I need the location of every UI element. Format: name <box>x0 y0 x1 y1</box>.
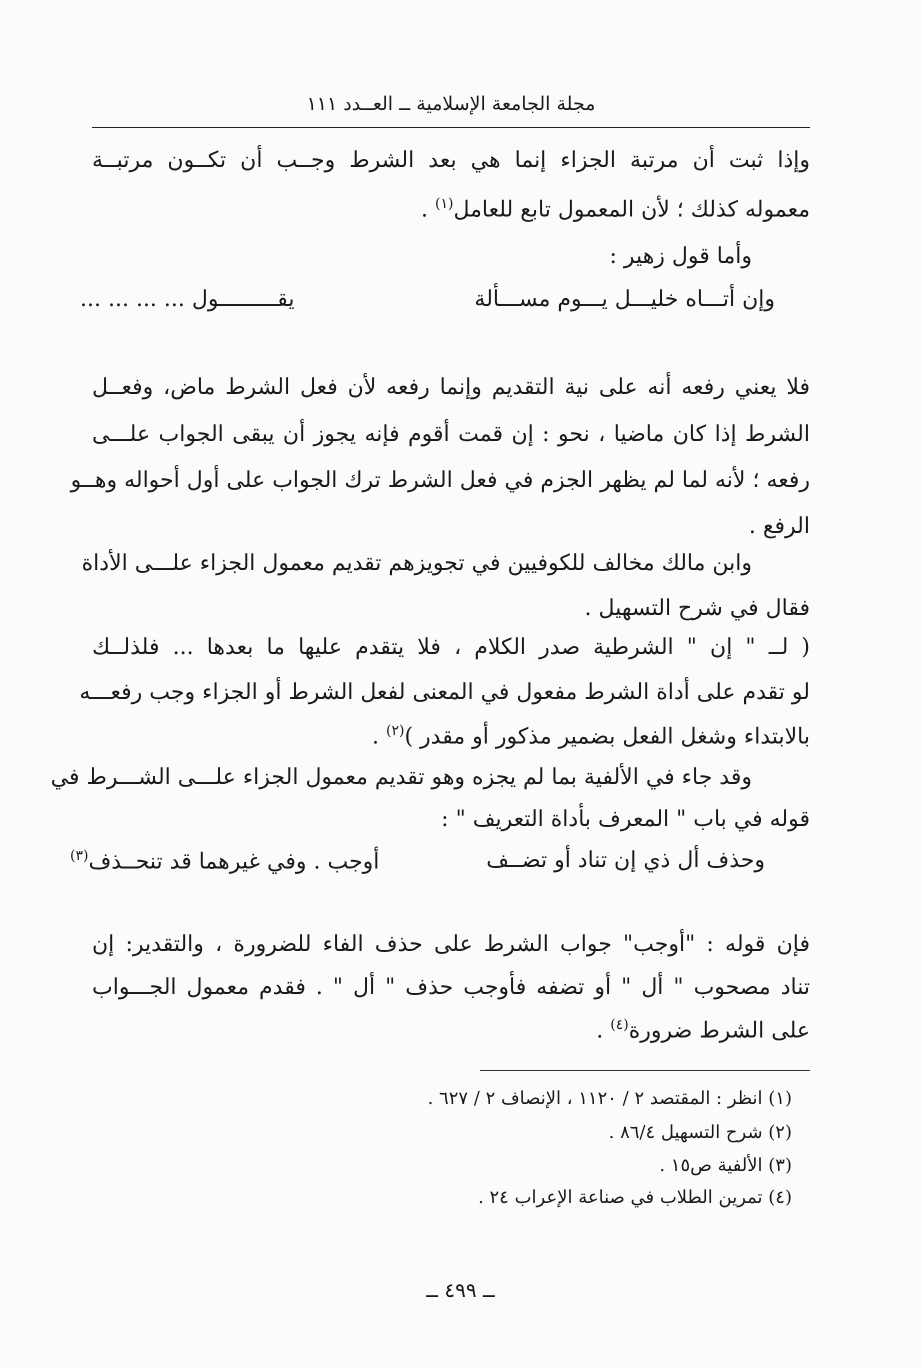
body-line-13: بالابتداء وشغل الفعل بضمير مذكور أو مقدر )$^{(٢)}$ . <box>371 723 810 750</box>
journal-header: مجلة الجامعة الإسلامية ــ العــدد ١١١ <box>306 93 596 115</box>
footnote-4: (٤) تمرين الطلاب في صناعة الإعراب ٢٤ . <box>478 1187 792 1208</box>
body-line-17: تناد مصحوب " أل " أو تضفه فأوجب حذف " أل " . فقدم معمول الجـــواب <box>92 975 810 1000</box>
body-line-5: فلا يعني رفعه أنه على نية التقديم وإنما رفعه لأن فعل الشرط ماض، وفعــل <box>92 375 810 400</box>
body-line-10: فقال في شرح التسهيل . <box>584 596 810 621</box>
body-line-7: رفعه ؛ لأنه لما لم يظهر الجزم في فعل الشرط ترك الجواب على أول أحواله وهــو <box>70 468 810 493</box>
footnote-3: (٣) الألفية ص١٥ . <box>659 1155 792 1176</box>
footnote-ref-1[interactable]: (١) <box>435 196 454 212</box>
body-line-9: وابن مالك مخالف للكوفيين في تجويزهم تقديم معمول الجزاء علـــى الأداة <box>81 551 752 576</box>
body-line-3: وأما قول زهير : <box>609 244 752 269</box>
footnote-ref-4[interactable]: (٤) <box>610 1017 629 1033</box>
footnote-ref-3[interactable]: (٣) <box>70 848 89 864</box>
body-line-15: قوله في باب " المعرف بأداة التعريف " : <box>441 807 810 832</box>
body-line-12: لو تقدم على أداة الشرط مفعول في المعنى لفعل الشرط أو الجزاء وجب رفعـــه <box>79 680 810 705</box>
footnote-separator <box>480 1070 810 1071</box>
verse-alfiya-second-hemistich: أوجب . وفي غيرهما قد تنحــذف$^{(٣)}$ <box>70 848 380 875</box>
body-line-1: وإذا ثبت أن مرتبة الجزاء إنما هي بعد الشرط وجــب أن تكــون مرتبــة <box>92 148 810 173</box>
body-line-16: فإن قوله : "أوجب" جواب الشرط على حذف الفاء للضرورة ، والتقدير: إن <box>92 932 810 957</box>
verse-zuhair-first-hemistich: وإن أتـــاه خليـــل يـــوم مســـألة <box>474 287 775 312</box>
body-line-14: وقد جاء في الألفية بما لم يجزه وهو تقديم معمول الجزاء علـــى الشـــرط في <box>50 765 752 790</box>
footnote-1: (١) انظر : المقتصد ٢ / ١١٢٠ ، الإنصاف ٢ / ٦٢٧ . <box>427 1088 792 1109</box>
header-rule <box>92 127 810 128</box>
verse-alfiya-first-hemistich: وحذف أل ذي إن تناد أو تضــف <box>486 848 765 873</box>
body-line-11: ( لــ " إن " الشرطية صدر الكلام ، فلا يتقدم عليها ما بعدها ... فلذلــك <box>92 635 810 660</box>
body-line-8: الرفع . <box>748 514 810 539</box>
footnote-ref-2[interactable]: (٢) <box>385 723 405 739</box>
verse-zuhair-second-hemistich: يقـــــــــول ... ... ... ... <box>80 287 295 312</box>
body-line-18: على الشرط ضرورة$^{(٤)}$ . <box>596 1017 810 1044</box>
footnote-2: (٢) شرح التسهيل ٨٦/٤ . <box>608 1122 792 1143</box>
body-line-6: الشرط إذا كان ماضيا ، نحو : إن قمت أقوم فإنه يجوز أن يبقى الجواب علـــى <box>92 422 810 447</box>
body-line-2: معموله كذلك ؛ لأن المعمول تابع للعامل$^{(١)}$ . <box>421 196 810 223</box>
page-number: ــ ٤٩٩ ــ <box>426 1278 495 1302</box>
